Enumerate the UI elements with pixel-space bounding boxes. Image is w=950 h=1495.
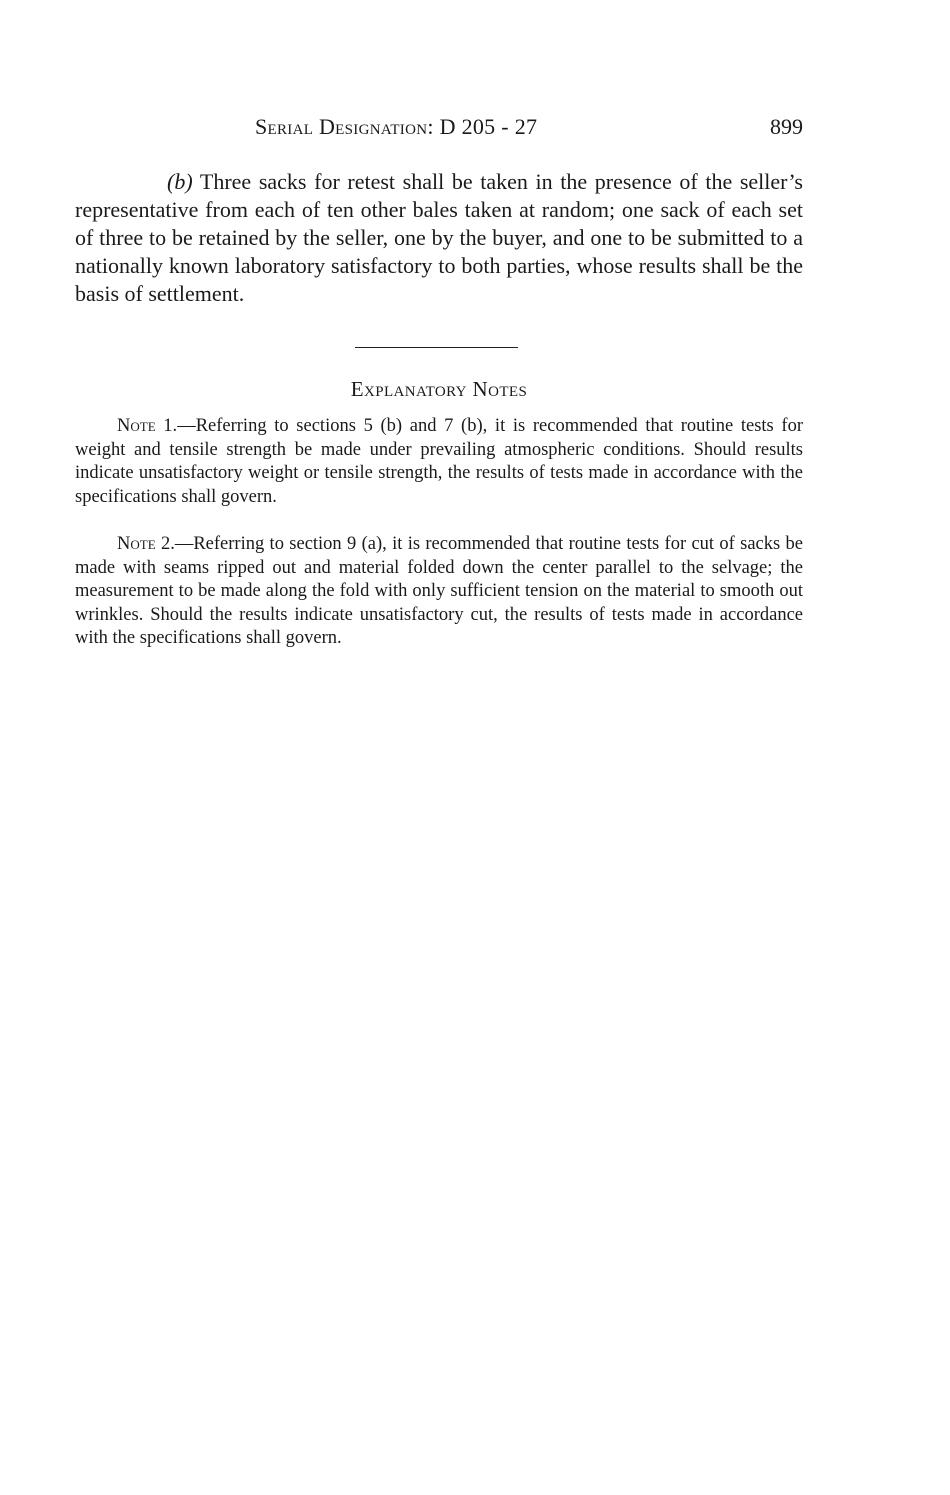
serial-designation-code: D 205 - 27 (439, 114, 538, 139)
section-divider-rule (355, 347, 518, 348)
note-2-text: —Referring to section 9 (a), it is recommended that routine tests for cut of sacks be made with seams ripped out and material folded down the center parallel to the selvage; the measurement to be made along the fold with only sufficient tension on the material to smooth out wrinkles. Should the results indicate unsatisfactory cut, the results of tests made in accordance with the specifications shall govern. (75, 534, 803, 648)
note-2 (75, 533, 803, 651)
explanatory-notes-heading: Explanatory Notes (350, 377, 528, 401)
serial-designation-label: Serial Designation: (255, 114, 434, 139)
running-head (75, 114, 803, 144)
note-2-label: Note 2. (117, 534, 175, 554)
serial-designation (255, 114, 537, 140)
paragraph-b-text: Three sacks for retest shall be taken in the presence of the seller’s representative from each of ten other bales taken at random; one sack of each set of three to be retained by the seller, one by the buyer, and one to be submitted to a nationally known laboratory satisfactory to both parties, whose results shall be the basis of settlement. (75, 169, 803, 306)
note-1-text: —Referring to sections 5 (b) and 7 (b), it is recommended that routine tests for weight and tensile strength be made under prevailing atmospheric conditions. Should results indicate unsatisfactory weight or tensile strength, the results of tests made in accordance with the specifications shall govern. (75, 416, 803, 507)
paragraph-b-marker: (b) (167, 169, 193, 194)
note-1 (75, 415, 803, 509)
paragraph-b (75, 168, 803, 308)
page-number: 899 (770, 114, 803, 139)
note-1-label: Note 1. (117, 416, 178, 436)
